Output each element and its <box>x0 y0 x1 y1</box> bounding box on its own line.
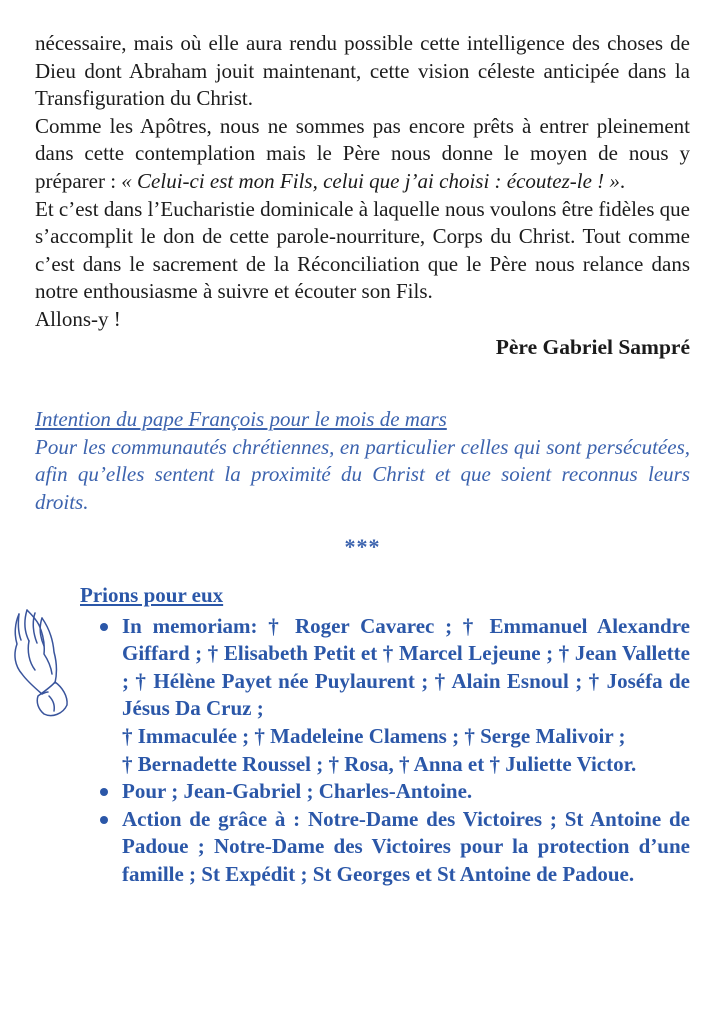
praying-hands-icon <box>4 606 78 722</box>
paragraph-allons-y: Allons-y ! <box>35 306 121 331</box>
pour-text: Pour ; Jean-Gabriel ; Charles-Antoine. <box>122 779 473 804</box>
in-memoriam-names-2: † Immaculée ; † Madeleine Clamens ; † Serge Malivoir ; <box>122 724 626 749</box>
paragraph-eucharistie: Et c’est dans l’Eucharistie dominicale à laquelle nous voulons être fidèles que s’accomplit le don de cette parole-nourriture, Corps du Christ. Tout comme c’est dans le sacrement de la Réconciliation que le Père nous relance dans notre enthousiasme à suivre et écouter son Fils. <box>35 196 690 304</box>
in-memoriam-names-3: † Bernadette Roussel ; † Rosa, † Anna et † Juliette Victor. <box>122 751 637 776</box>
section-separator: *** <box>344 533 381 559</box>
author-signature: Père Gabriel Sampré <box>495 334 690 359</box>
bullet-icon <box>100 788 108 796</box>
pope-intention-heading: Intention du pape François pour le mois de mars <box>35 407 447 432</box>
list-item-in-memoriam <box>100 613 690 779</box>
paragraph-apotres-text: Comme les Apôtres, nous ne sommes pas encore prêts à entrer pleinement dans cette contemplation mais le Père nous donne le moyen de nous y préparer : <box>35 113 690 193</box>
gospel-quote: « Celui-ci est mon Fils, celui que j’ai choisi : écoutez-le ! » <box>121 168 620 193</box>
paragraph-apotres <box>35 113 690 196</box>
action-de-grace-text: Action de grâce à : Notre-Dame des Victoires ; St Antoine de Padoue ; Notre-Dame des Victoires pour la protection d’une famille ; St Expédit ; St Georges et St Antoine de Padoue. <box>122 806 690 887</box>
prayer-list <box>35 613 690 889</box>
prayers-section <box>35 582 690 889</box>
list-item-action-de-grace <box>100 806 690 889</box>
pope-intention-section <box>35 406 690 516</box>
bullet-icon <box>100 623 108 631</box>
prayers-heading: Prions pour eux <box>80 583 224 608</box>
in-memoriam-text <box>122 613 690 779</box>
paragraph-intelligence: nécessaire, mais où elle aura rendu possible cette intelligence des choses de Dieu dont Abraham jouit maintenant, cette vision céleste anticipée dans la Transfiguration du Christ. <box>35 31 690 111</box>
paragraph-apotres-period: . <box>619 168 626 193</box>
pope-intention-text: Pour les communautés chrétiennes, en particulier celles qui sont persécutées, afin qu’elles sentent la proximité du Christ et que soient reconnus leurs droits. <box>35 434 690 514</box>
list-item-pour <box>100 778 690 806</box>
bullet-icon <box>100 816 108 824</box>
in-memoriam-names: In memoriam: † Roger Cavarec ; † Emmanuel Alexandre Giffard ; † Elisabeth Petit et † Marcel Lejeune ; † Jean Vallette ; † Hélène Payet née Puylaurent ; † Alain Esnoul ; † Joséfa de Jésus Da Cruz ; <box>122 613 690 721</box>
